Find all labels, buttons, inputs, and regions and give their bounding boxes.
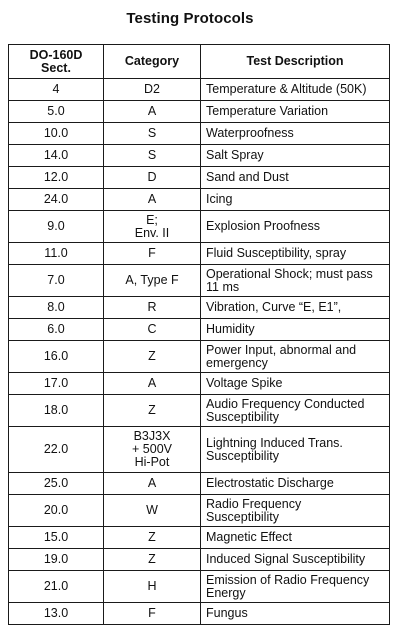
cell-section: 12.0 <box>9 167 104 189</box>
cell-category: H <box>104 571 201 603</box>
cell-description: Emission of Radio Frequency Energy <box>201 571 390 603</box>
cell-description: Magnetic Effect <box>201 527 390 549</box>
table-row <box>9 427 390 473</box>
table-row <box>9 243 390 265</box>
cell-section: 9.0 <box>9 211 104 243</box>
cell-category: B3J3X + 500V Hi-Pot <box>104 427 201 473</box>
cell-section: 22.0 <box>9 427 104 473</box>
cell-section: 11.0 <box>9 243 104 265</box>
document-title: Testing Protocols <box>126 10 254 27</box>
table-row <box>9 603 390 625</box>
table-row <box>9 549 390 571</box>
cell-category: F <box>104 603 201 625</box>
table-row <box>9 473 390 495</box>
cell-section: 8.0 <box>9 297 104 319</box>
cell-category: D2 <box>104 79 201 101</box>
table-row <box>9 123 390 145</box>
cell-description: Induced Signal Susceptibility <box>201 549 390 571</box>
table-row <box>9 571 390 603</box>
table-row <box>9 319 390 341</box>
cell-section: 17.0 <box>9 373 104 395</box>
cell-section: 16.0 <box>9 341 104 373</box>
table-row <box>9 395 390 427</box>
cell-section: 15.0 <box>9 527 104 549</box>
cell-category: Z <box>104 549 201 571</box>
table-row <box>9 189 390 211</box>
cell-section: 21.0 <box>9 571 104 603</box>
cell-category: A <box>104 373 201 395</box>
cell-section: 5.0 <box>9 101 104 123</box>
cell-description: Sand and Dust <box>201 167 390 189</box>
cell-description: Fungus <box>201 603 390 625</box>
cell-description: Operational Shock; must pass 11 ms <box>201 265 390 297</box>
cell-category: W <box>104 495 201 527</box>
column-header-description: Test Description <box>201 45 390 79</box>
cell-description: Lightning Induced Trans. Susceptibility <box>201 427 390 473</box>
cell-description: Fluid Susceptibility, spray <box>201 243 390 265</box>
cell-section: 14.0 <box>9 145 104 167</box>
table-row <box>9 341 390 373</box>
cell-category: D <box>104 167 201 189</box>
cell-category: Z <box>104 341 201 373</box>
cell-description: Voltage Spike <box>201 373 390 395</box>
cell-description: Vibration, Curve “E, E1”, <box>201 297 390 319</box>
testing-protocols-table <box>8 44 390 625</box>
cell-section: 4 <box>9 79 104 101</box>
cell-category: A <box>104 473 201 495</box>
cell-description: Humidity <box>201 319 390 341</box>
cell-category: A, Type F <box>104 265 201 297</box>
cell-category: Z <box>104 395 201 427</box>
cell-description: Audio Frequency Conducted Susceptibility <box>201 395 390 427</box>
table-row <box>9 527 390 549</box>
table-header-row <box>9 45 390 79</box>
cell-description: Explosion Proofness <box>201 211 390 243</box>
table-row <box>9 211 390 243</box>
table-row <box>9 145 390 167</box>
table-row <box>9 265 390 297</box>
table-row <box>9 297 390 319</box>
cell-description: Icing <box>201 189 390 211</box>
cell-category: Z <box>104 527 201 549</box>
cell-category: C <box>104 319 201 341</box>
cell-description: Salt Spray <box>201 145 390 167</box>
cell-category: S <box>104 123 201 145</box>
cell-category: E; Env. II <box>104 211 201 243</box>
cell-section: 19.0 <box>9 549 104 571</box>
table-row <box>9 495 390 527</box>
cell-category: F <box>104 243 201 265</box>
cell-description: Temperature Variation <box>201 101 390 123</box>
cell-section: 13.0 <box>9 603 104 625</box>
cell-description: Power Input, abnormal and emergency <box>201 341 390 373</box>
cell-description: Radio Frequency Susceptibility <box>201 495 390 527</box>
cell-section: 6.0 <box>9 319 104 341</box>
cell-category: A <box>104 101 201 123</box>
table-row <box>9 373 390 395</box>
cell-description: Waterproofness <box>201 123 390 145</box>
table-row <box>9 101 390 123</box>
cell-description: Electrostatic Discharge <box>201 473 390 495</box>
cell-section: 18.0 <box>9 395 104 427</box>
table-row <box>9 79 390 101</box>
cell-section: 25.0 <box>9 473 104 495</box>
column-header-section: DO-160D Sect. <box>9 45 104 79</box>
cell-category: R <box>104 297 201 319</box>
cell-description: Temperature & Altitude (50K) <box>201 79 390 101</box>
table-row <box>9 167 390 189</box>
cell-section: 20.0 <box>9 495 104 527</box>
cell-category: S <box>104 145 201 167</box>
column-header-category: Category <box>104 45 201 79</box>
cell-section: 10.0 <box>9 123 104 145</box>
cell-section: 7.0 <box>9 265 104 297</box>
cell-category: A <box>104 189 201 211</box>
cell-section: 24.0 <box>9 189 104 211</box>
